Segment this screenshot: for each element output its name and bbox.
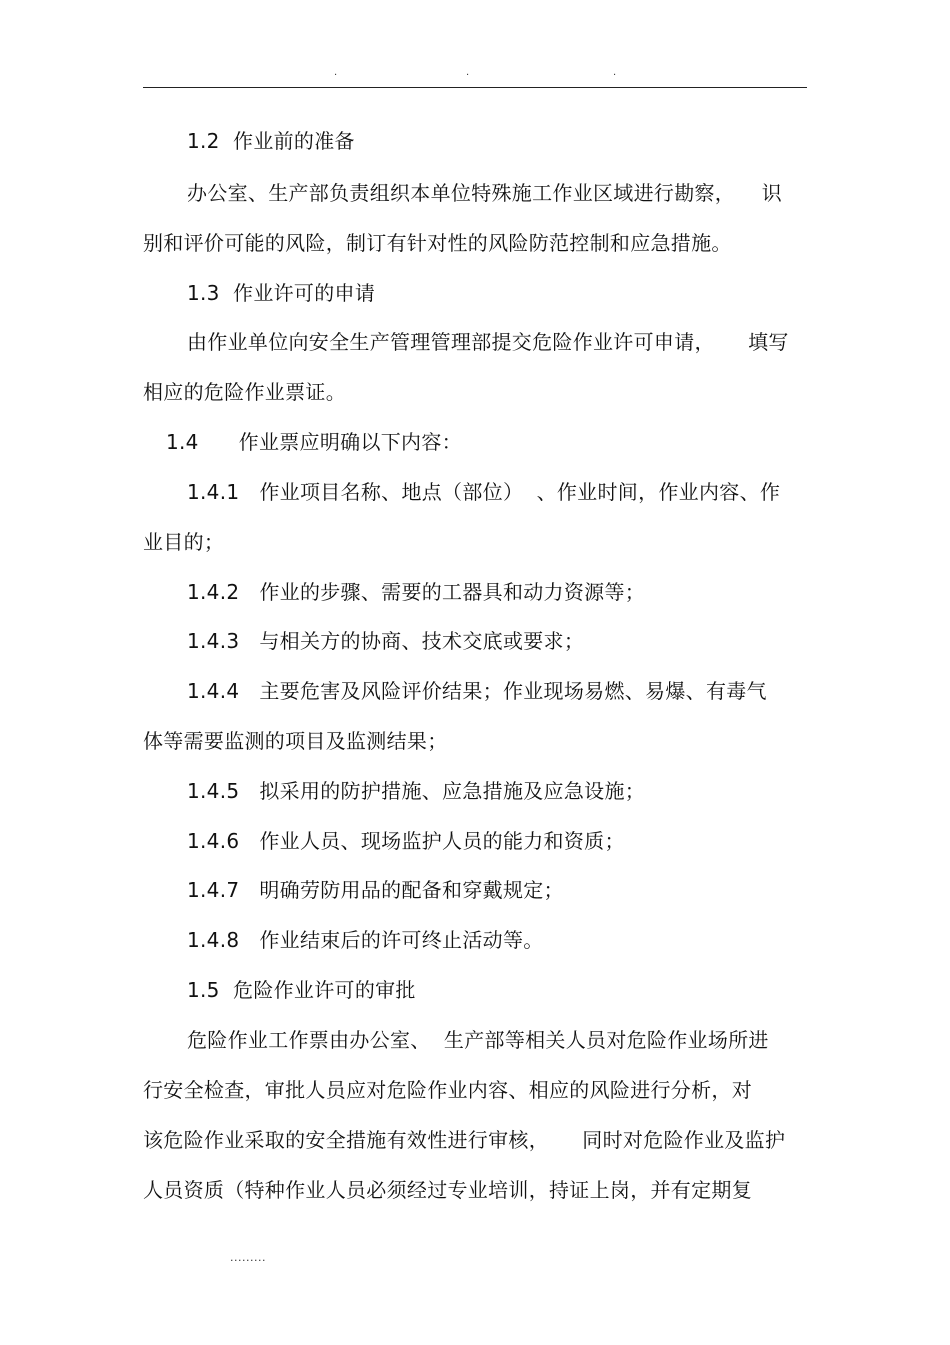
paragraph-line: 人员资质（特种作业人员必须经过专业培训，持证上岗，并有定期复	[143, 1178, 752, 1202]
paragraph-line: 相应的危险作业票证。	[143, 380, 346, 404]
paragraph-line: 办公室、生产部负责组织本单位特殊施工作业区域进行勘察， 识	[187, 181, 783, 205]
paragraph-line: 该危险作业采取的安全措施有效性进行审核， 同时对危险作业及监护	[143, 1128, 786, 1152]
paragraph-line: 由作业单位向安全生产管理管理部提交危险作业许可申请， 填写	[187, 330, 789, 354]
header-rule	[143, 87, 807, 88]
list-item-1-4-8: 1.4.8 作业结束后的许可终止活动等。	[187, 928, 544, 952]
paragraph-line: 危险作业工作票由办公室、 生产部等相关人员对危险作业场所进	[187, 1028, 769, 1052]
list-item-continuation: 体等需要监测的项目及监测结果；	[143, 729, 448, 753]
list-item-1-4-6: 1.4.6 作业人员、现场监护人员的能力和资质；	[187, 829, 625, 853]
header-dot: .	[334, 67, 338, 78]
header-dot: .	[466, 67, 470, 78]
list-item-1-4-7: 1.4.7 明确劳防用品的配备和穿戴规定；	[187, 878, 564, 902]
list-item-1-4-3: 1.4.3 与相关方的协商、技术交底或要求；	[187, 629, 585, 653]
paragraph-line: 别和评价可能的风险，制订有针对性的风险防范控制和应急措施。	[143, 231, 732, 255]
section-heading-1-2: 1.2 作业前的准备	[187, 129, 355, 153]
list-item-1-4-5: 1.4.5 拟采用的防护措施、应急措施及应急设施；	[187, 779, 646, 803]
list-item-1-4-2: 1.4.2 作业的步骤、需要的工器具和动力资源等；	[187, 580, 646, 604]
list-item-continuation: 业目的；	[143, 530, 225, 554]
paragraph-line: 行安全检查，审批人员应对危险作业内容、相应的风险进行分析，对	[143, 1078, 752, 1102]
section-heading-1-5: 1.5 危险作业许可的审批	[187, 978, 416, 1002]
header-dot: .	[613, 67, 617, 78]
list-item-1-4-4: 1.4.4 主要危害及风险评价结果；作业现场易燃、易爆、有毒气	[187, 679, 767, 703]
page-header-dots	[0, 64, 950, 84]
list-item-1-4-1: 1.4.1 作业项目名称、地点（部位） 、作业时间，作业内容、作	[187, 480, 781, 504]
page-footer-dots: .........	[230, 1251, 266, 1264]
section-heading-1-3: 1.3 作业许可的申请	[187, 281, 376, 305]
section-heading-1-4: 1.4 作业票应明确以下内容：	[166, 430, 462, 454]
